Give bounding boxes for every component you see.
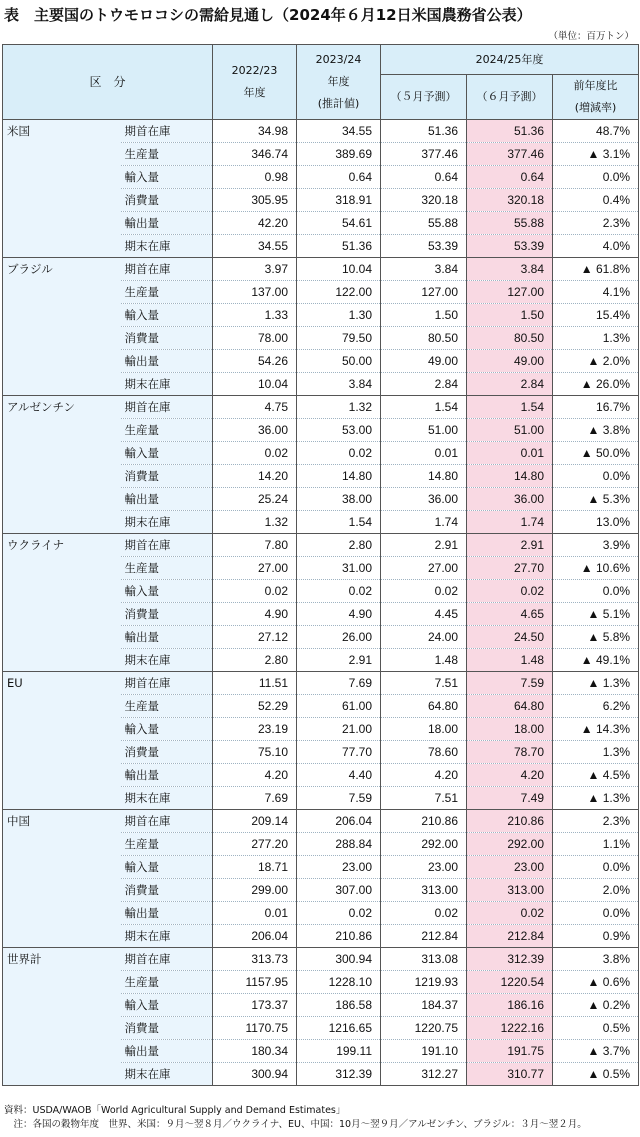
value-jun-forecast: 0.02 bbox=[467, 902, 553, 925]
value-change: 48.7% bbox=[553, 120, 639, 143]
country-label: EU bbox=[3, 672, 121, 810]
value-jun-forecast: 23.00 bbox=[467, 856, 553, 879]
value-2022: 277.20 bbox=[213, 833, 297, 856]
value-jun-forecast: 292.00 bbox=[467, 833, 553, 856]
value-2022: 54.26 bbox=[213, 350, 297, 373]
value-2023: 34.55 bbox=[297, 120, 381, 143]
item-label: 生産量 bbox=[121, 695, 213, 718]
value-jun-forecast: 313.00 bbox=[467, 879, 553, 902]
value-2022: 34.55 bbox=[213, 235, 297, 258]
value-2023: 312.39 bbox=[297, 1063, 381, 1086]
value-2023: 77.70 bbox=[297, 741, 381, 764]
value-jun-forecast: 212.84 bbox=[467, 925, 553, 948]
value-2022: 14.20 bbox=[213, 465, 297, 488]
item-label: 輸入量 bbox=[121, 856, 213, 879]
value-change: ▲ 3.7% bbox=[553, 1040, 639, 1063]
value-may-forecast: 0.02 bbox=[381, 580, 467, 603]
value-2023: 61.00 bbox=[297, 695, 381, 718]
value-jun-forecast: 3.84 bbox=[467, 258, 553, 281]
header-jun-forecast: （６月予測） bbox=[467, 75, 553, 120]
value-change: 0.4% bbox=[553, 189, 639, 212]
value-may-forecast: 184.37 bbox=[381, 994, 467, 1017]
value-jun-forecast: 80.50 bbox=[467, 327, 553, 350]
value-may-forecast: 191.10 bbox=[381, 1040, 467, 1063]
value-jun-forecast: 51.00 bbox=[467, 419, 553, 442]
value-2023: 3.84 bbox=[297, 373, 381, 396]
value-change: ▲ 4.5% bbox=[553, 764, 639, 787]
value-2023: 79.50 bbox=[297, 327, 381, 350]
value-change: 0.9% bbox=[553, 925, 639, 948]
value-2022: 36.00 bbox=[213, 419, 297, 442]
value-2022: 0.02 bbox=[213, 580, 297, 603]
value-change: ▲ 61.8% bbox=[553, 258, 639, 281]
value-2023: 10.04 bbox=[297, 258, 381, 281]
value-2023: 38.00 bbox=[297, 488, 381, 511]
value-2022: 11.51 bbox=[213, 672, 297, 695]
value-2022: 206.04 bbox=[213, 925, 297, 948]
value-jun-forecast: 0.64 bbox=[467, 166, 553, 189]
item-label: 期首在庫 bbox=[121, 120, 213, 143]
item-label: 期末在庫 bbox=[121, 1063, 213, 1086]
value-2022: 313.73 bbox=[213, 948, 297, 971]
value-2022: 3.97 bbox=[213, 258, 297, 281]
value-2022: 78.00 bbox=[213, 327, 297, 350]
item-label: 期末在庫 bbox=[121, 787, 213, 810]
value-2022: 4.20 bbox=[213, 764, 297, 787]
value-change: 0.0% bbox=[553, 902, 639, 925]
value-change: ▲ 0.2% bbox=[553, 994, 639, 1017]
item-label: 期末在庫 bbox=[121, 373, 213, 396]
value-change: ▲ 1.3% bbox=[553, 672, 639, 695]
value-jun-forecast: 14.80 bbox=[467, 465, 553, 488]
value-change: ▲ 26.0% bbox=[553, 373, 639, 396]
item-label: 輸入量 bbox=[121, 994, 213, 1017]
value-change: 4.1% bbox=[553, 281, 639, 304]
value-jun-forecast: 377.46 bbox=[467, 143, 553, 166]
value-jun-forecast: 78.70 bbox=[467, 741, 553, 764]
value-may-forecast: 212.84 bbox=[381, 925, 467, 948]
value-may-forecast: 313.08 bbox=[381, 948, 467, 971]
value-change: ▲ 5.3% bbox=[553, 488, 639, 511]
value-2023: 210.86 bbox=[297, 925, 381, 948]
item-label: 消費量 bbox=[121, 603, 213, 626]
item-label: 消費量 bbox=[121, 189, 213, 212]
value-change: ▲ 5.1% bbox=[553, 603, 639, 626]
value-jun-forecast: 2.84 bbox=[467, 373, 553, 396]
value-change: 0.5% bbox=[553, 1017, 639, 1040]
value-2023: 23.00 bbox=[297, 856, 381, 879]
item-label: 期首在庫 bbox=[121, 258, 213, 281]
country-label: ブラジル bbox=[3, 258, 121, 396]
value-change: ▲ 14.3% bbox=[553, 718, 639, 741]
value-2023: 300.94 bbox=[297, 948, 381, 971]
value-jun-forecast: 7.49 bbox=[467, 787, 553, 810]
item-label: 期末在庫 bbox=[121, 235, 213, 258]
value-jun-forecast: 24.50 bbox=[467, 626, 553, 649]
page-title: 表 主要国のトウモロコシの需給見通し（2024年６月12日米国農務省公表） bbox=[4, 6, 532, 24]
value-change: ▲ 49.1% bbox=[553, 649, 639, 672]
value-change: 1.3% bbox=[553, 741, 639, 764]
item-label: 期首在庫 bbox=[121, 396, 213, 419]
value-2023: 0.02 bbox=[297, 580, 381, 603]
item-label: 期末在庫 bbox=[121, 925, 213, 948]
note-line: 注：各国の穀物年度 世界、米国：９月～翌８月／ウクライナ、EU、中国：10月～翌９月／アルゼンチン、ブラジル：３月～翌２月。 bbox=[4, 1119, 587, 1130]
value-2022: 75.10 bbox=[213, 741, 297, 764]
value-2023: 1.30 bbox=[297, 304, 381, 327]
item-label: 生産量 bbox=[121, 143, 213, 166]
value-2022: 346.74 bbox=[213, 143, 297, 166]
value-2022: 4.90 bbox=[213, 603, 297, 626]
value-2023: 1.54 bbox=[297, 511, 381, 534]
value-may-forecast: 1.48 bbox=[381, 649, 467, 672]
value-may-forecast: 53.39 bbox=[381, 235, 467, 258]
value-change: 0.0% bbox=[553, 580, 639, 603]
value-may-forecast: 1219.93 bbox=[381, 971, 467, 994]
value-2023: 0.64 bbox=[297, 166, 381, 189]
value-2023: 206.04 bbox=[297, 810, 381, 833]
value-change: ▲ 0.5% bbox=[553, 1063, 639, 1086]
value-jun-forecast: 1.48 bbox=[467, 649, 553, 672]
item-label: 生産量 bbox=[121, 419, 213, 442]
value-may-forecast: 36.00 bbox=[381, 488, 467, 511]
value-jun-forecast: 1220.54 bbox=[467, 971, 553, 994]
header-2024-group: 2024/25年度 bbox=[381, 45, 639, 75]
value-2022: 0.02 bbox=[213, 442, 297, 465]
value-change: ▲ 0.6% bbox=[553, 971, 639, 994]
value-jun-forecast: 186.16 bbox=[467, 994, 553, 1017]
value-change: 3.8% bbox=[553, 948, 639, 971]
value-2022: 42.20 bbox=[213, 212, 297, 235]
value-jun-forecast: 1222.16 bbox=[467, 1017, 553, 1040]
value-jun-forecast: 320.18 bbox=[467, 189, 553, 212]
country-label: ウクライナ bbox=[3, 534, 121, 672]
value-jun-forecast: 4.65 bbox=[467, 603, 553, 626]
value-2023: 4.90 bbox=[297, 603, 381, 626]
table-body bbox=[3, 120, 639, 1086]
value-jun-forecast: 4.20 bbox=[467, 764, 553, 787]
value-change: 6.2% bbox=[553, 695, 639, 718]
value-2023: 21.00 bbox=[297, 718, 381, 741]
value-jun-forecast: 55.88 bbox=[467, 212, 553, 235]
value-2023: 26.00 bbox=[297, 626, 381, 649]
country-label: 中国 bbox=[3, 810, 121, 948]
value-2022: 1.33 bbox=[213, 304, 297, 327]
value-change: ▲ 2.0% bbox=[553, 350, 639, 373]
value-2022: 1157.95 bbox=[213, 971, 297, 994]
item-label: 生産量 bbox=[121, 833, 213, 856]
value-2023: 0.02 bbox=[297, 902, 381, 925]
value-change: 2.0% bbox=[553, 879, 639, 902]
value-2023: 0.02 bbox=[297, 442, 381, 465]
value-may-forecast: 2.91 bbox=[381, 534, 467, 557]
value-may-forecast: 1.74 bbox=[381, 511, 467, 534]
value-may-forecast: 377.46 bbox=[381, 143, 467, 166]
item-label: 生産量 bbox=[121, 971, 213, 994]
value-2023: 51.36 bbox=[297, 235, 381, 258]
value-may-forecast: 78.60 bbox=[381, 741, 467, 764]
value-2022: 10.04 bbox=[213, 373, 297, 396]
value-2022: 34.98 bbox=[213, 120, 297, 143]
value-may-forecast: 0.02 bbox=[381, 902, 467, 925]
value-2022: 300.94 bbox=[213, 1063, 297, 1086]
value-2023: 31.00 bbox=[297, 557, 381, 580]
value-jun-forecast: 0.01 bbox=[467, 442, 553, 465]
value-jun-forecast: 127.00 bbox=[467, 281, 553, 304]
value-2022: 2.80 bbox=[213, 649, 297, 672]
value-2022: 1.32 bbox=[213, 511, 297, 534]
value-2023: 2.91 bbox=[297, 649, 381, 672]
value-jun-forecast: 49.00 bbox=[467, 350, 553, 373]
value-change: ▲ 5.8% bbox=[553, 626, 639, 649]
value-2023: 318.91 bbox=[297, 189, 381, 212]
value-jun-forecast: 7.59 bbox=[467, 672, 553, 695]
value-2022: 18.71 bbox=[213, 856, 297, 879]
value-2023: 7.59 bbox=[297, 787, 381, 810]
value-jun-forecast: 1.54 bbox=[467, 396, 553, 419]
value-may-forecast: 1.54 bbox=[381, 396, 467, 419]
value-change: 13.0% bbox=[553, 511, 639, 534]
item-label: 生産量 bbox=[121, 281, 213, 304]
value-2023: 54.61 bbox=[297, 212, 381, 235]
value-jun-forecast: 210.86 bbox=[467, 810, 553, 833]
value-change: 4.0% bbox=[553, 235, 639, 258]
value-jun-forecast: 27.70 bbox=[467, 557, 553, 580]
value-2023: 288.84 bbox=[297, 833, 381, 856]
value-may-forecast: 3.84 bbox=[381, 258, 467, 281]
value-may-forecast: 2.84 bbox=[381, 373, 467, 396]
value-may-forecast: 320.18 bbox=[381, 189, 467, 212]
value-may-forecast: 292.00 bbox=[381, 833, 467, 856]
supply-demand-table bbox=[2, 44, 639, 1086]
item-label: 輸入量 bbox=[121, 580, 213, 603]
value-jun-forecast: 1.74 bbox=[467, 511, 553, 534]
item-label: 輸入量 bbox=[121, 304, 213, 327]
value-change: ▲ 1.3% bbox=[553, 787, 639, 810]
item-label: 輸出量 bbox=[121, 350, 213, 373]
value-jun-forecast: 18.00 bbox=[467, 718, 553, 741]
table-row bbox=[3, 120, 639, 143]
country-label: 世界計 bbox=[3, 948, 121, 1086]
item-label: 生産量 bbox=[121, 557, 213, 580]
item-label: 期首在庫 bbox=[121, 534, 213, 557]
value-change: ▲ 10.6% bbox=[553, 557, 639, 580]
header-category: 区 分 bbox=[3, 45, 213, 120]
item-label: 輸出量 bbox=[121, 212, 213, 235]
value-change: 2.3% bbox=[553, 810, 639, 833]
value-jun-forecast: 36.00 bbox=[467, 488, 553, 511]
value-2023: 1.32 bbox=[297, 396, 381, 419]
item-label: 消費量 bbox=[121, 879, 213, 902]
item-label: 消費量 bbox=[121, 1017, 213, 1040]
value-2023: 53.00 bbox=[297, 419, 381, 442]
item-label: 輸出量 bbox=[121, 902, 213, 925]
value-2023: 389.69 bbox=[297, 143, 381, 166]
value-2022: 23.19 bbox=[213, 718, 297, 741]
value-may-forecast: 0.64 bbox=[381, 166, 467, 189]
value-jun-forecast: 312.39 bbox=[467, 948, 553, 971]
country-label: アルゼンチン bbox=[3, 396, 121, 534]
value-2022: 305.95 bbox=[213, 189, 297, 212]
value-change: 1.1% bbox=[553, 833, 639, 856]
item-label: 輸入量 bbox=[121, 718, 213, 741]
value-may-forecast: 64.80 bbox=[381, 695, 467, 718]
value-may-forecast: 210.86 bbox=[381, 810, 467, 833]
value-2022: 180.34 bbox=[213, 1040, 297, 1063]
value-change: 16.7% bbox=[553, 396, 639, 419]
item-label: 消費量 bbox=[121, 327, 213, 350]
value-change: 2.3% bbox=[553, 212, 639, 235]
value-2022: 4.75 bbox=[213, 396, 297, 419]
value-2022: 27.00 bbox=[213, 557, 297, 580]
table-row bbox=[3, 534, 639, 557]
value-may-forecast: 7.51 bbox=[381, 787, 467, 810]
value-2022: 25.24 bbox=[213, 488, 297, 511]
value-may-forecast: 14.80 bbox=[381, 465, 467, 488]
item-label: 期首在庫 bbox=[121, 672, 213, 695]
value-may-forecast: 1220.75 bbox=[381, 1017, 467, 1040]
item-label: 輸出量 bbox=[121, 488, 213, 511]
value-may-forecast: 1.50 bbox=[381, 304, 467, 327]
value-2022: 0.98 bbox=[213, 166, 297, 189]
value-2023: 4.40 bbox=[297, 764, 381, 787]
value-change: 0.0% bbox=[553, 856, 639, 879]
value-2023: 186.58 bbox=[297, 994, 381, 1017]
value-2022: 0.01 bbox=[213, 902, 297, 925]
value-change: 1.3% bbox=[553, 327, 639, 350]
table-row bbox=[3, 810, 639, 833]
table-row bbox=[3, 672, 639, 695]
country-label: 米国 bbox=[3, 120, 121, 258]
value-may-forecast: 49.00 bbox=[381, 350, 467, 373]
item-label: 消費量 bbox=[121, 465, 213, 488]
value-jun-forecast: 64.80 bbox=[467, 695, 553, 718]
value-change: 0.0% bbox=[553, 166, 639, 189]
item-label: 期末在庫 bbox=[121, 649, 213, 672]
value-2022: 27.12 bbox=[213, 626, 297, 649]
value-2023: 122.00 bbox=[297, 281, 381, 304]
value-2023: 1216.65 bbox=[297, 1017, 381, 1040]
value-jun-forecast: 191.75 bbox=[467, 1040, 553, 1063]
value-jun-forecast: 1.50 bbox=[467, 304, 553, 327]
value-2023: 199.11 bbox=[297, 1040, 381, 1063]
item-label: 輸入量 bbox=[121, 166, 213, 189]
value-2022: 137.00 bbox=[213, 281, 297, 304]
value-change: ▲ 50.0% bbox=[553, 442, 639, 465]
table-row bbox=[3, 396, 639, 419]
value-jun-forecast: 51.36 bbox=[467, 120, 553, 143]
header-2023: 2023/24 年度 (推計値) bbox=[297, 45, 381, 120]
value-may-forecast: 27.00 bbox=[381, 557, 467, 580]
source-notes bbox=[4, 1104, 587, 1132]
value-jun-forecast: 2.91 bbox=[467, 534, 553, 557]
value-may-forecast: 313.00 bbox=[381, 879, 467, 902]
value-may-forecast: 51.00 bbox=[381, 419, 467, 442]
value-may-forecast: 4.20 bbox=[381, 764, 467, 787]
value-2022: 209.14 bbox=[213, 810, 297, 833]
value-jun-forecast: 0.02 bbox=[467, 580, 553, 603]
value-may-forecast: 55.88 bbox=[381, 212, 467, 235]
header-change: 前年度比 (増減率) bbox=[553, 75, 639, 120]
value-2023: 307.00 bbox=[297, 879, 381, 902]
value-2022: 7.80 bbox=[213, 534, 297, 557]
value-jun-forecast: 53.39 bbox=[467, 235, 553, 258]
item-label: 輸出量 bbox=[121, 764, 213, 787]
header-may-forecast: （５月予測） bbox=[381, 75, 467, 120]
value-change: 15.4% bbox=[553, 304, 639, 327]
item-label: 輸出量 bbox=[121, 626, 213, 649]
item-label: 期末在庫 bbox=[121, 511, 213, 534]
value-2023: 7.69 bbox=[297, 672, 381, 695]
value-2022: 173.37 bbox=[213, 994, 297, 1017]
value-may-forecast: 18.00 bbox=[381, 718, 467, 741]
item-label: 輸出量 bbox=[121, 1040, 213, 1063]
value-change: ▲ 3.1% bbox=[553, 143, 639, 166]
value-2022: 52.29 bbox=[213, 695, 297, 718]
value-2022: 7.69 bbox=[213, 787, 297, 810]
item-label: 期首在庫 bbox=[121, 948, 213, 971]
value-may-forecast: 7.51 bbox=[381, 672, 467, 695]
value-jun-forecast: 310.77 bbox=[467, 1063, 553, 1086]
value-may-forecast: 0.01 bbox=[381, 442, 467, 465]
value-2022: 1170.75 bbox=[213, 1017, 297, 1040]
value-may-forecast: 23.00 bbox=[381, 856, 467, 879]
header-2022: 2022/23 年度 bbox=[213, 45, 297, 120]
value-may-forecast: 80.50 bbox=[381, 327, 467, 350]
value-may-forecast: 51.36 bbox=[381, 120, 467, 143]
table-row bbox=[3, 948, 639, 971]
value-2023: 2.80 bbox=[297, 534, 381, 557]
value-may-forecast: 24.00 bbox=[381, 626, 467, 649]
value-2023: 14.80 bbox=[297, 465, 381, 488]
value-2022: 299.00 bbox=[213, 879, 297, 902]
value-2023: 50.00 bbox=[297, 350, 381, 373]
value-change: ▲ 3.8% bbox=[553, 419, 639, 442]
table-row bbox=[3, 258, 639, 281]
value-change: 3.9% bbox=[553, 534, 639, 557]
value-may-forecast: 127.00 bbox=[381, 281, 467, 304]
item-label: 期首在庫 bbox=[121, 810, 213, 833]
item-label: 輸入量 bbox=[121, 442, 213, 465]
source-line: 資料：USDA/WAOB「World Agricultural Supply and Demand Estimates」 bbox=[4, 1105, 346, 1116]
value-2023: 1228.10 bbox=[297, 971, 381, 994]
unit-label: （単位：百万トン） bbox=[548, 31, 634, 42]
value-may-forecast: 312.27 bbox=[381, 1063, 467, 1086]
item-label: 消費量 bbox=[121, 741, 213, 764]
value-may-forecast: 4.45 bbox=[381, 603, 467, 626]
value-change: 0.0% bbox=[553, 465, 639, 488]
